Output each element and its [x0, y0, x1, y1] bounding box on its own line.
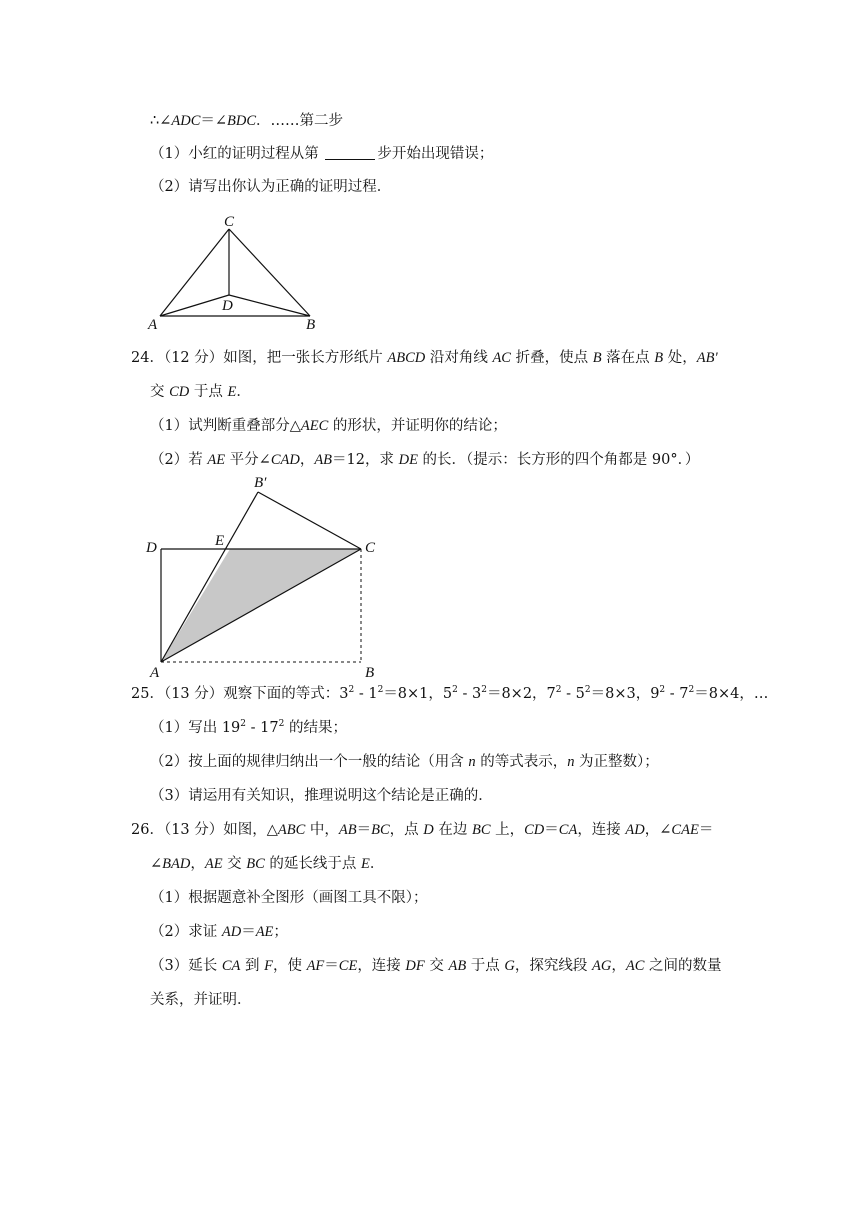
q24-fold-figure — [140, 470, 400, 685]
q25-sub2: （2）按上面的规律归纳出一个一般的结论（用含 n 的等式表示，n 为正整数）； — [150, 754, 659, 770]
q26-sub2: （2）求证 AD＝AE； — [150, 924, 288, 940]
label-e: E — [215, 533, 225, 549]
label-c: C — [365, 540, 376, 556]
q25-sub3: （3）请运用有关知识，推理说明这个结论是正确的． — [150, 788, 493, 804]
q23-triangle-figure — [140, 205, 340, 335]
label-c: C — [224, 214, 235, 230]
q24-sub2: （2）若 AE 平分∠CAD，AB＝12，求 DE 的长．（提示：长方形的四个角都是 90°．） — [150, 452, 700, 468]
label-b: B — [365, 665, 375, 681]
q26-line2: ∠BAD，AE 交 BC 的延长线于点 E． — [150, 856, 385, 872]
label-b-prime: B′ — [254, 475, 267, 491]
label-a: A — [150, 665, 160, 681]
label-b: B — [306, 317, 316, 333]
label-a: A — [148, 317, 158, 333]
q23-step2-line: ∴∠ADC＝∠BDC．……第二步 — [150, 113, 344, 129]
q24-line2: 交 CD 于点 E． — [150, 384, 251, 400]
q26-sub3-cont: 关系，并证明． — [150, 992, 252, 1008]
q23-sub1: （1）小红的证明过程从第 步开始出现错误； — [150, 146, 494, 162]
q26-line1: 26．（13 分）如图，△ABC 中，AB＝BC，点 D 在边 BC 上，CD＝CA，连接 AD，∠CAE＝ — [131, 822, 714, 838]
label-d: D — [146, 540, 157, 556]
q26-sub1: （1）根据题意补全图形（画图工具不限）； — [150, 890, 428, 906]
q24-line1: 24．（12 分）如图，把一张长方形纸片 ABCD 沿对角线 AC 折叠，使点 B 落在点 B 处，AB' — [131, 350, 718, 366]
q24-sub1: （1）试判断重叠部分△AEC 的形状，并证明你的结论； — [150, 418, 507, 434]
q23-sub2: （2）请写出你认为正确的证明过程． — [150, 179, 392, 195]
label-d: D — [222, 298, 233, 314]
q25-line1: 25．（13 分）观察下面的等式：$3^2 - 1^2=8\times 1$，$5^2 - 3^2=8\times 2$，$7^2 - 5^2=8\times 3$，$9^2 - 7^2=8\times 4$，… — [131, 685, 769, 702]
q26-sub3: （3）延长 CA 到 F，使 AF＝CE，连接 DF 交 AB 于点 G，探究线段 AG，AC 之间的数量 — [150, 958, 722, 974]
q25-sub1: （1）写出 $19^2 - 17^2$ 的结果； — [150, 719, 347, 736]
answer-blank[interactable] — [325, 145, 375, 160]
